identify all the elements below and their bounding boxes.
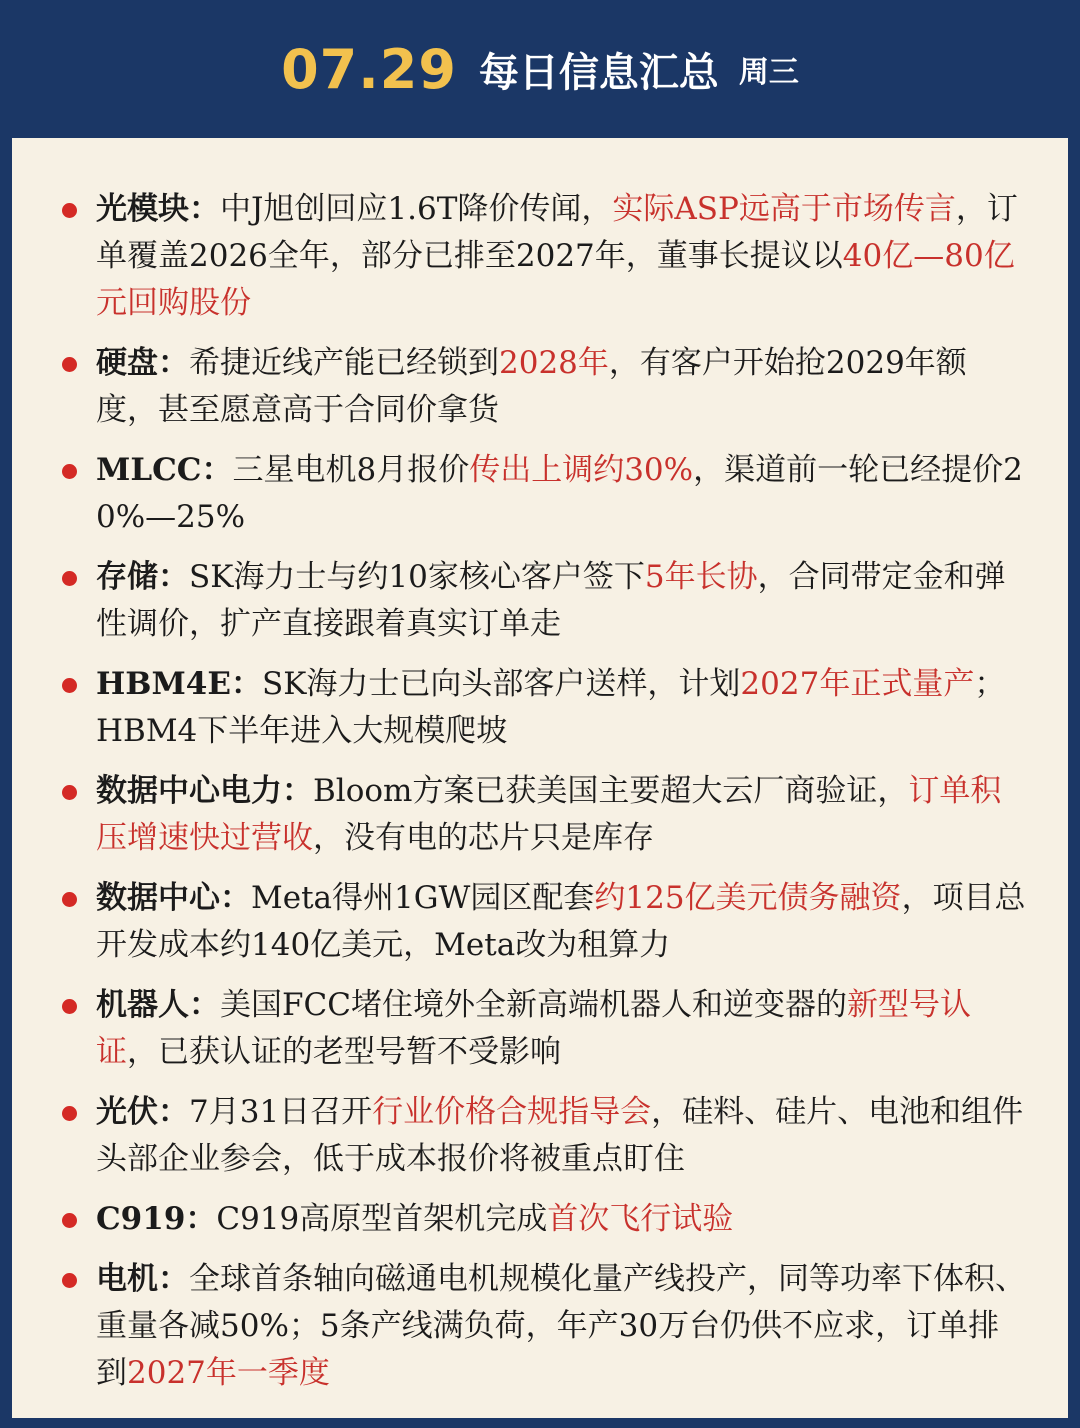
news-list [96, 186, 1028, 1397]
highlight-text: 新型号认证 [96, 987, 971, 1070]
bullet-dot-icon [62, 203, 77, 218]
news-item [96, 186, 1028, 327]
news-item-text [96, 1196, 1028, 1243]
body-text: 希捷近线产能已经锁到 [189, 345, 499, 381]
body-text: SK海力士已向头部客户送样，计划 [262, 666, 741, 702]
highlight-text: 约125亿美元债务融资 [594, 880, 902, 916]
news-item-text [96, 875, 1028, 969]
news-item-label: C919： [96, 1201, 217, 1237]
date-label: 07.29 [281, 37, 457, 101]
body-text: 全球首条轴向磁通电机规模化量产线投产，同等功率下体积、重量各减50%；5条产线满负荷，年产30万台仍供不应求，订单排到 [96, 1261, 1026, 1391]
body-text: ，合同带定金和弹性调价，扩产直接跟着真实订单走 [96, 559, 1006, 642]
body-text: C919高原型首架机完成 [216, 1201, 548, 1237]
bullet-dot-icon [62, 357, 77, 372]
highlight-text: 首次飞行试验 [547, 1201, 734, 1237]
news-item-text [96, 982, 1028, 1076]
news-item [96, 447, 1028, 541]
news-item-label: 硬盘： [96, 345, 189, 381]
bullet-dot-icon [62, 785, 77, 800]
news-item-text [96, 554, 1028, 648]
bullet-dot-icon [62, 892, 77, 907]
news-item-label: 存储： [96, 559, 189, 595]
body-text: ；HBM4下半年进入大规模爬坡 [96, 666, 1006, 749]
news-item [96, 982, 1028, 1076]
body-text: 三星电机8月报价 [232, 452, 470, 488]
body-text: Bloom方案已获美国主要超大云厂商验证， [313, 773, 909, 809]
news-item-text [96, 661, 1028, 755]
body-text: ，项目总开发成本约140亿美元，Meta改为租算力 [96, 880, 1026, 963]
news-item-label: 电机： [96, 1261, 189, 1297]
news-item-label: 数据中心电力： [96, 773, 313, 809]
news-item [96, 340, 1028, 434]
highlight-text: 5年长协 [644, 559, 758, 595]
news-item-text [96, 340, 1028, 434]
highlight-text: 行业价格合规指导会 [372, 1094, 652, 1130]
highlight-text: 2027年正式量产 [740, 666, 975, 702]
body-text: SK海力士与约10家核心客户签下 [189, 559, 645, 595]
news-panel [12, 138, 1068, 1418]
news-item-label: 光伏： [96, 1094, 189, 1130]
news-item [96, 1196, 1028, 1243]
highlight-text: 40亿—80亿元回购股份 [96, 238, 1015, 321]
weekday-label: 周三 [738, 55, 799, 90]
body-text: 7月31日召开 [189, 1094, 373, 1130]
body-text: ，没有电的芯片只是库存 [313, 820, 654, 856]
highlight-text: 传出上调约30% [469, 452, 694, 488]
body-text: ，订单覆盖2026全年，部分已排至2027年，董事长提议以 [96, 191, 1018, 274]
news-item-text [96, 768, 1028, 862]
news-item [96, 1256, 1028, 1397]
news-item [96, 1089, 1028, 1183]
highlight-text: 实际ASP远高于市场传言 [612, 191, 956, 227]
body-text: 中J旭创回应1.6T降价传闻， [220, 191, 613, 227]
body-text: ，渠道前一轮已经提价20%—25% [96, 452, 1023, 535]
bullet-dot-icon [62, 1273, 77, 1288]
news-item [96, 661, 1028, 755]
news-item-text [96, 447, 1028, 541]
bullet-dot-icon [62, 464, 77, 479]
highlight-text: 订单积压增速快过营收 [96, 773, 1002, 856]
news-item-label: 数据中心： [96, 880, 251, 916]
highlight-text: 2028年 [499, 345, 609, 381]
news-item-label: 光模块： [96, 191, 220, 227]
bullet-dot-icon [62, 571, 77, 586]
bullet-dot-icon [62, 678, 77, 693]
news-item [96, 768, 1028, 862]
news-item [96, 554, 1028, 648]
highlight-text: 2027年一季度 [127, 1355, 330, 1391]
news-item-label: MLCC： [96, 452, 233, 488]
bullet-dot-icon [62, 1106, 77, 1121]
page-title: 每日信息汇总 [478, 49, 719, 96]
body-text: Meta得州1GW园区配套 [251, 880, 595, 916]
bullet-dot-icon [62, 1213, 77, 1228]
news-item [96, 875, 1028, 969]
news-item-text [96, 1089, 1028, 1183]
news-item-text [96, 1256, 1028, 1397]
header-banner [0, 0, 1080, 138]
body-text: ，已获认证的老型号暂不受影响 [127, 1034, 561, 1070]
news-item-label: 机器人： [96, 987, 220, 1023]
news-item-label: HBM4E： [96, 666, 263, 702]
bullet-dot-icon [62, 999, 77, 1014]
body-text: ，硅料、硅片、电池和组件头部企业参会，低于成本报价将被重点盯住 [96, 1094, 1024, 1177]
news-item-text [96, 186, 1028, 327]
body-text: ，有客户开始抢2029年额度，甚至愿意高于合同价拿货 [96, 345, 967, 428]
body-text: 美国FCC堵住境外全新高端机器人和逆变器的 [220, 987, 847, 1023]
